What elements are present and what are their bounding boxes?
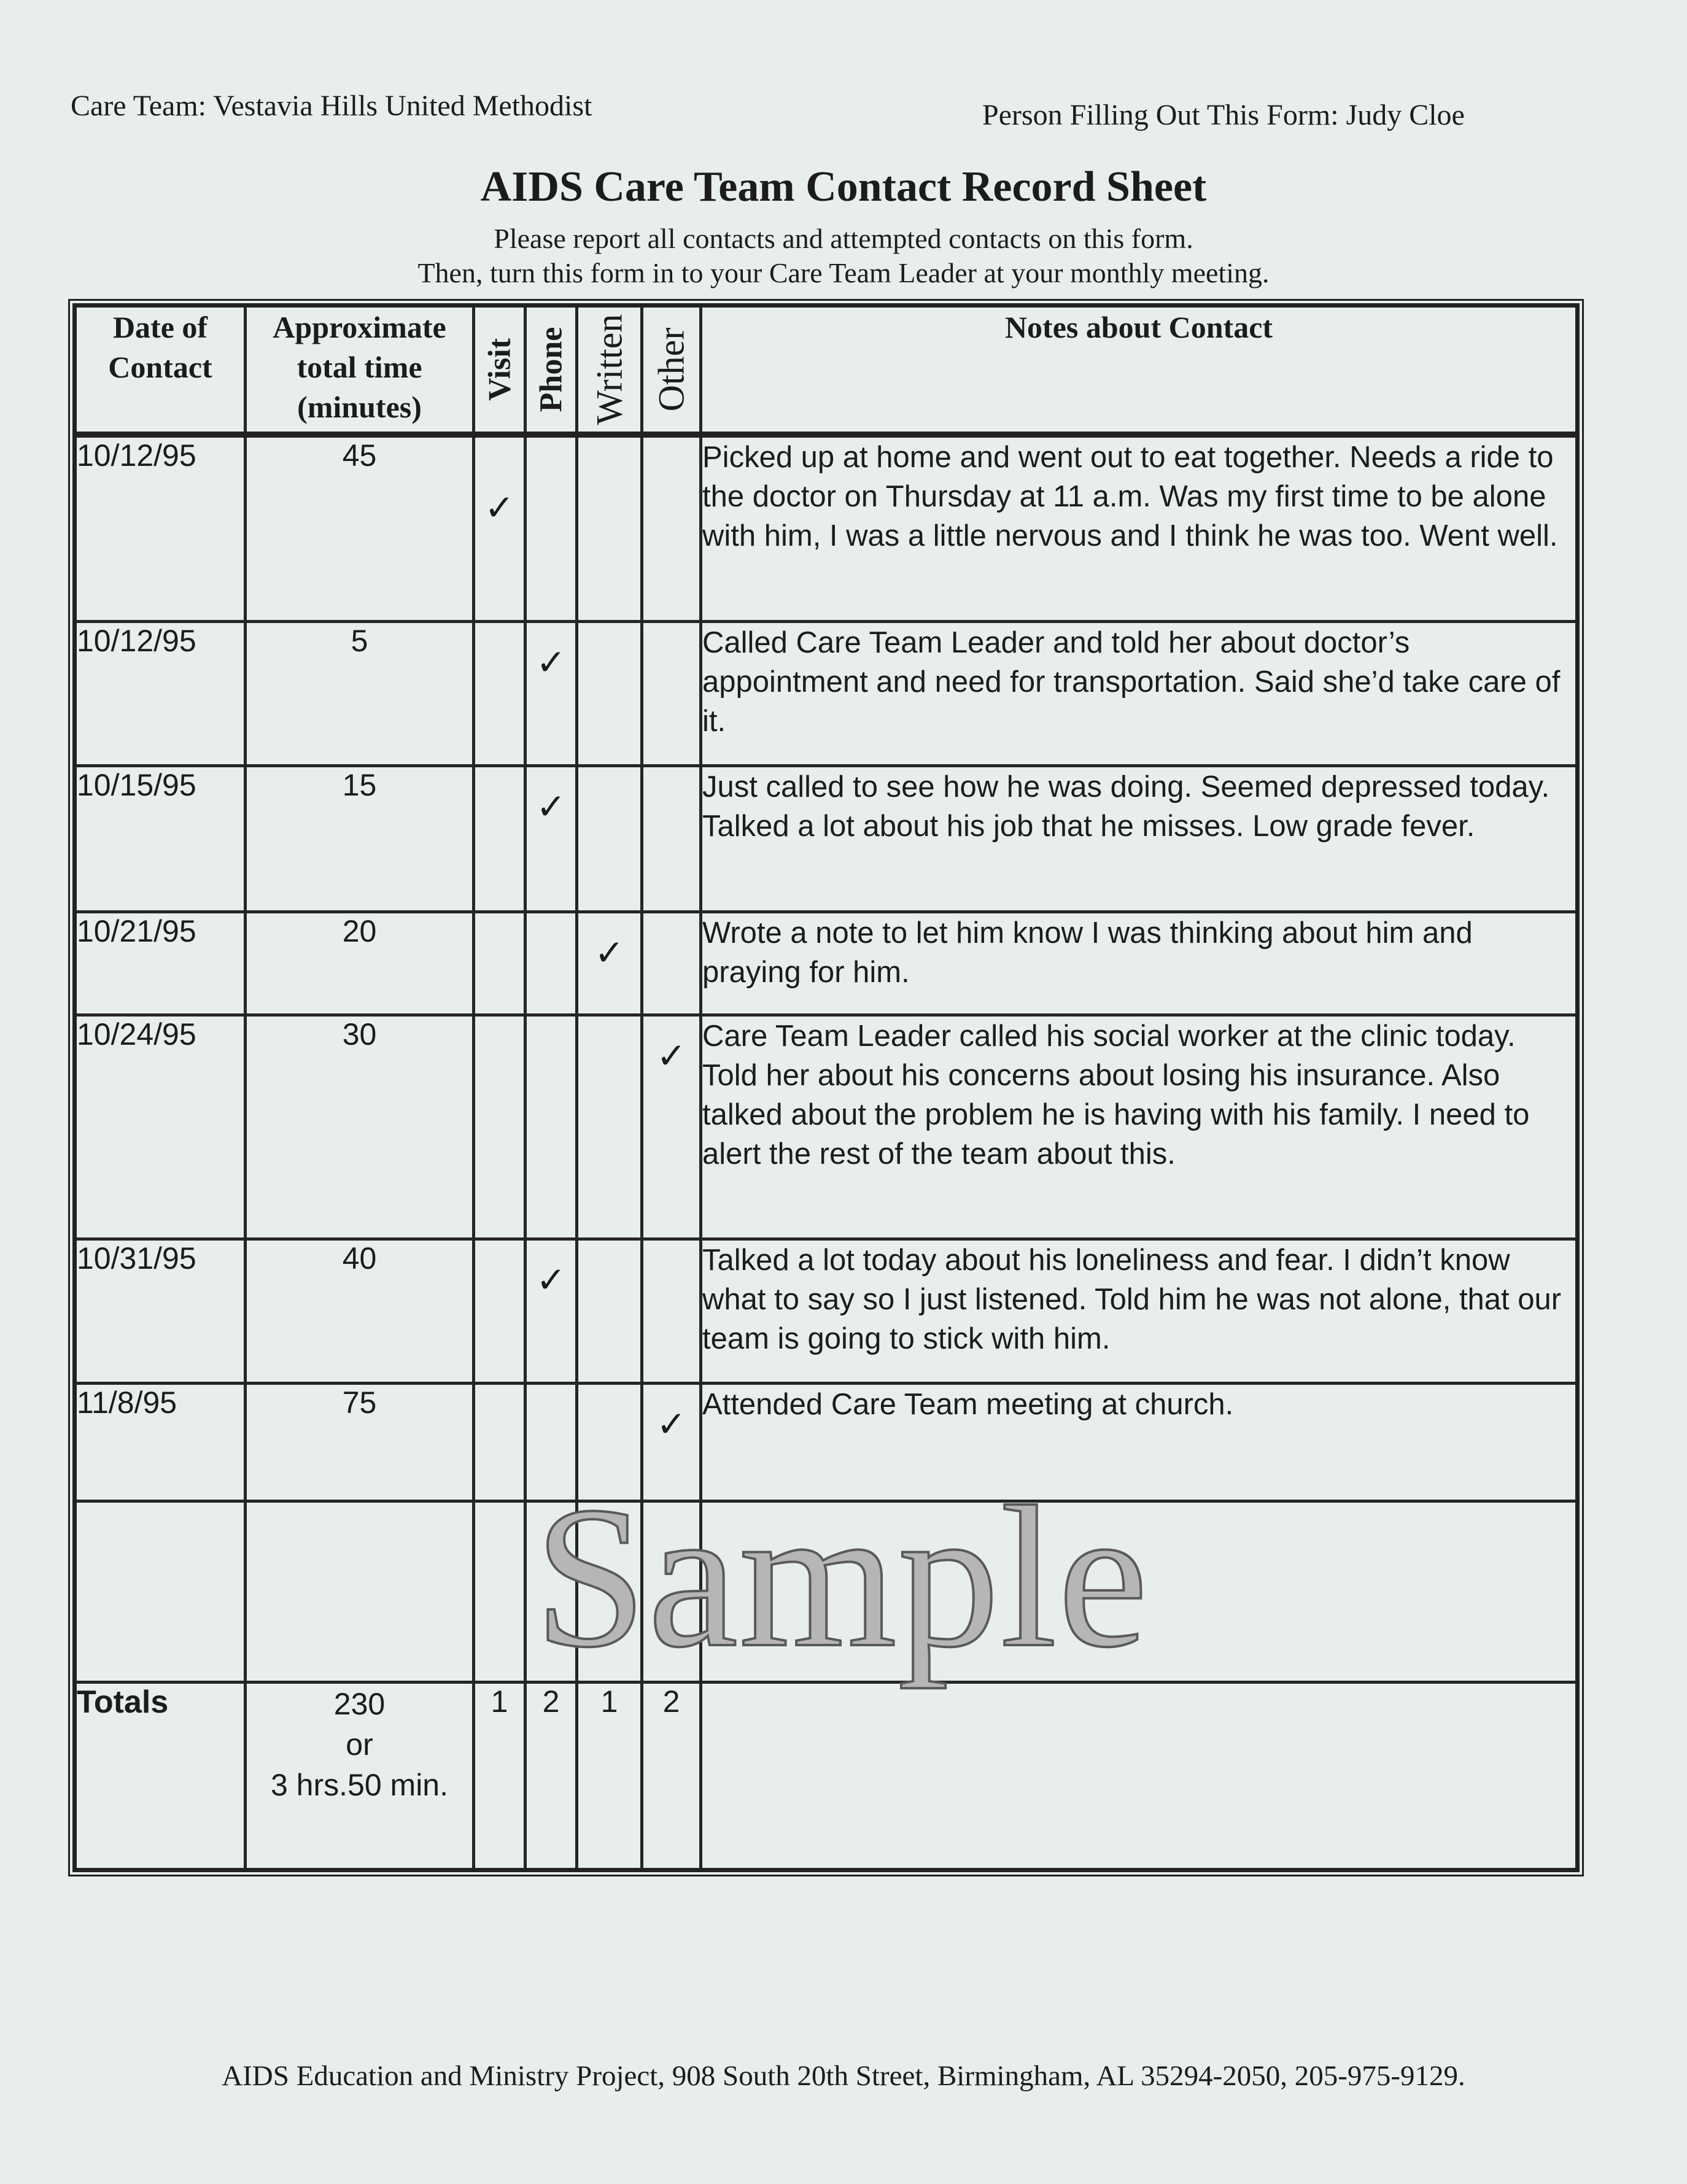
table-row: [75, 912, 1578, 1015]
totals-minutes-value: 230: [333, 1687, 386, 1721]
visit-column-header: Visit: [474, 306, 525, 435]
other-check-mark: ✓: [642, 1015, 701, 1239]
visit-cell: [474, 1384, 525, 1501]
totals-other: 2: [642, 1683, 701, 1870]
sample-watermark: Sample: [534, 1465, 1149, 1689]
contact-date: 11/8/95: [75, 1384, 246, 1501]
person-filling-label: Person Filling Out This Form: Judy Cloe: [982, 99, 1465, 131]
other-check-mark: ✓: [642, 1384, 701, 1501]
phone-check-mark: ✓: [525, 766, 577, 912]
contact-note: Talked a lot today about his loneliness and fear. I didn’t know what to say so I just listened. Told him he was not alone, that our team is going to stick with him.: [701, 1239, 1578, 1384]
contact-date: 10/21/95: [75, 912, 246, 1015]
contact-minutes: 75: [246, 1384, 474, 1501]
other-cell: [642, 1239, 701, 1384]
visit-cell: [474, 1015, 525, 1239]
instructions-line-1: Please report all contacts and attempted contacts on this form.: [494, 223, 1193, 254]
contact-minutes: 45: [246, 435, 474, 622]
other-cell: [642, 435, 701, 622]
table-row: [75, 435, 1578, 622]
totals-written: 1: [577, 1683, 642, 1870]
other-column-header: Other: [642, 306, 701, 435]
contact-date: 10/24/95: [75, 1015, 246, 1239]
totals-phone: 2: [525, 1683, 577, 1870]
table-row: [75, 766, 1578, 912]
phone-column-header: Phone: [525, 306, 577, 435]
phone-cell: [525, 912, 577, 1015]
phone-check-mark: ✓: [525, 1239, 577, 1384]
other-cell: [642, 766, 701, 912]
contact-note: Picked up at home and went out to eat together. Needs a ride to the doctor on Thursday at 11 a.m. Was my first time to be alone with him, I was a little nervous and I think he was too. Went well.: [701, 435, 1578, 622]
contact-note: Attended Care Team meeting at church.: [701, 1384, 1578, 1501]
written-cell: [577, 435, 642, 622]
totals-label: Totals: [75, 1683, 246, 1870]
visit-cell: [474, 912, 525, 1015]
phone-cell: [525, 1015, 577, 1239]
written-cell: [577, 622, 642, 766]
contact-note: Called Care Team Leader and told her about doctor’s appointment and need for transportation. Said she’d take care of it.: [701, 622, 1578, 766]
written-cell: [577, 766, 642, 912]
table-header-row: [75, 306, 1578, 435]
table-row: [75, 622, 1578, 766]
written-column-header: Written: [577, 306, 642, 435]
totals-minutes-or: or: [346, 1727, 373, 1762]
totals-visit: 1: [474, 1683, 525, 1870]
contact-minutes: 20: [246, 912, 474, 1015]
table-row: [75, 1239, 1578, 1384]
contact-note: Wrote a note to let him know I was thinking about him and praying for him.: [701, 912, 1578, 1015]
written-cell: [577, 1239, 642, 1384]
phone-check-mark: ✓: [525, 622, 577, 766]
blank-date-cell: [75, 1501, 246, 1683]
other-cell: [642, 912, 701, 1015]
contact-date: 10/12/95: [75, 435, 246, 622]
totals-row: [75, 1683, 1578, 1870]
totals-minutes-hours: 3 hrs.50 min.: [270, 1768, 448, 1802]
visit-cell: [474, 766, 525, 912]
written-cell: [577, 1015, 642, 1239]
visit-check-mark: ✓: [474, 435, 525, 622]
contact-note: Care Team Leader called his social worker at the clinic today. Told her about his concerns about losing his insurance. Also talked about the problem he is having with his family. I need to alert the rest of the team about this.: [701, 1015, 1578, 1239]
contact-date: 10/31/95: [75, 1239, 246, 1384]
footer-address: AIDS Education and Ministry Project, 908 South 20th Street, Birmingham, AL 35294-2050, 205-975-9129.: [222, 2060, 1465, 2092]
totals-minutes: [246, 1683, 474, 1870]
blank-minutes-cell: [246, 1501, 474, 1683]
contact-minutes: 15: [246, 766, 474, 912]
time-column-header: Approximate total time (minutes): [246, 306, 474, 435]
contact-minutes: 5: [246, 622, 474, 766]
contact-minutes: 30: [246, 1015, 474, 1239]
table-row: [75, 1015, 1578, 1239]
phone-cell: [525, 435, 577, 622]
contact-date: 10/12/95: [75, 622, 246, 766]
other-cell: [642, 622, 701, 766]
date-column-header: Date of Contact: [75, 306, 246, 435]
visit-cell: [474, 1239, 525, 1384]
blank-visit-cell: [474, 1501, 525, 1683]
written-check-mark: ✓: [577, 912, 642, 1015]
contact-date: 10/15/95: [75, 766, 246, 912]
care-team-label: Care Team: Vestavia Hills United Methodist: [71, 90, 592, 122]
form-title: AIDS Care Team Contact Record Sheet: [480, 163, 1207, 211]
totals-notes-cell: [701, 1683, 1578, 1870]
contact-note: Just called to see how he was doing. Seemed depressed today. Talked a lot about his job that he misses. Low grade fever.: [701, 766, 1578, 912]
notes-column-header: Notes about Contact: [701, 306, 1578, 435]
contact-minutes: 40: [246, 1239, 474, 1384]
instructions-line-2: Then, turn this form in to your Care Team Leader at your monthly meeting.: [417, 257, 1270, 288]
visit-cell: [474, 622, 525, 766]
